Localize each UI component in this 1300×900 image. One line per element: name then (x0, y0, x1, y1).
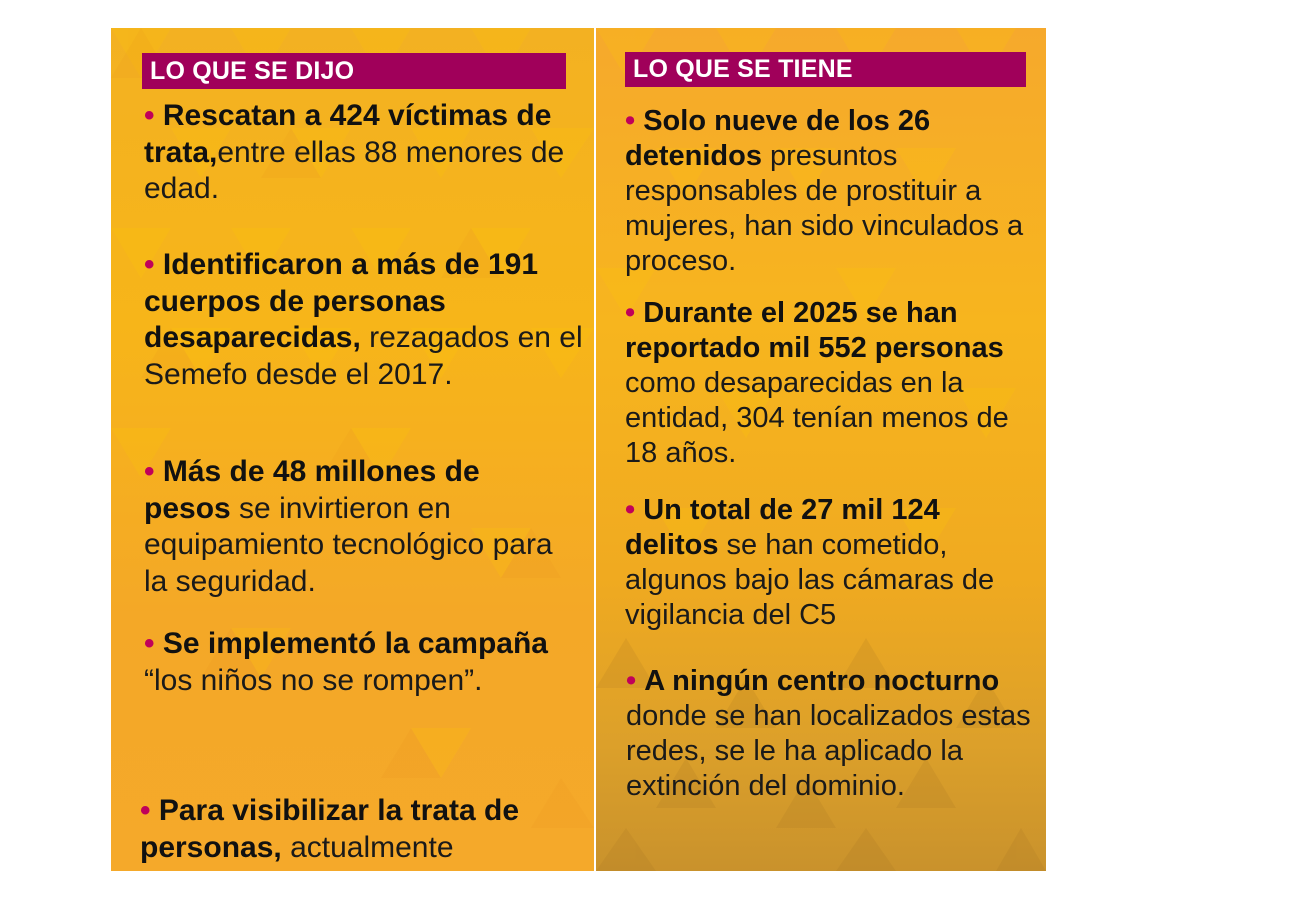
bullet-icon: • (144, 627, 155, 660)
left-panel (111, 28, 594, 871)
list-item: • A ningún centro nocturno donde se han localizados estas redes, se le ha aplicado la extinción del dominio. (626, 665, 1031, 802)
list-item: • Para visibilizar la trata de personas, actualmente (140, 794, 520, 864)
left-panel-content (111, 28, 594, 871)
bullet-icon: • (144, 99, 155, 132)
right-panel-header: LO QUE SE TIENE (625, 52, 1026, 87)
list-item: • Más de 48 millones de pesos se invirtieron en equipamiento tecnológico para la seguridad. (144, 455, 553, 598)
list-item: • Rescatan a 424 víctimas de trata,entre ellas 88 menores de edad. (144, 99, 565, 205)
list-item: • Un total de 27 mil 124 delitos se han cometido, algunos bajo las cámaras de vigilancia del C5 (625, 494, 995, 631)
bullet-icon: • (625, 297, 636, 329)
bullet-icon: • (625, 105, 636, 137)
list-item: • Identificaron a más de 191 cuerpos de personas desaparecidas, rezagados en el Semefo desde el 2017. (144, 248, 583, 391)
left-panel-header: LO QUE SE DIJO (142, 53, 566, 89)
bullet-icon: • (625, 494, 636, 526)
bullet-icon: • (140, 794, 151, 827)
right-panel-content (596, 28, 1046, 871)
list-item: • Se implementó la campaña “los niños no se rompen”. (144, 627, 548, 697)
list-item: • Durante el 2025 se han reportado mil 552 personas como desaparecidas en la entidad, 304 tenían menos de 18 años. (625, 297, 1009, 469)
bullet-icon: • (626, 665, 637, 697)
bullet-icon: • (144, 248, 155, 281)
list-item: • Solo nueve de los 26 detenidos presuntos responsables de prostituir a mujeres, han sido vinculados a proceso. (625, 105, 1024, 277)
bullet-icon: • (144, 455, 155, 488)
right-panel (596, 28, 1046, 871)
